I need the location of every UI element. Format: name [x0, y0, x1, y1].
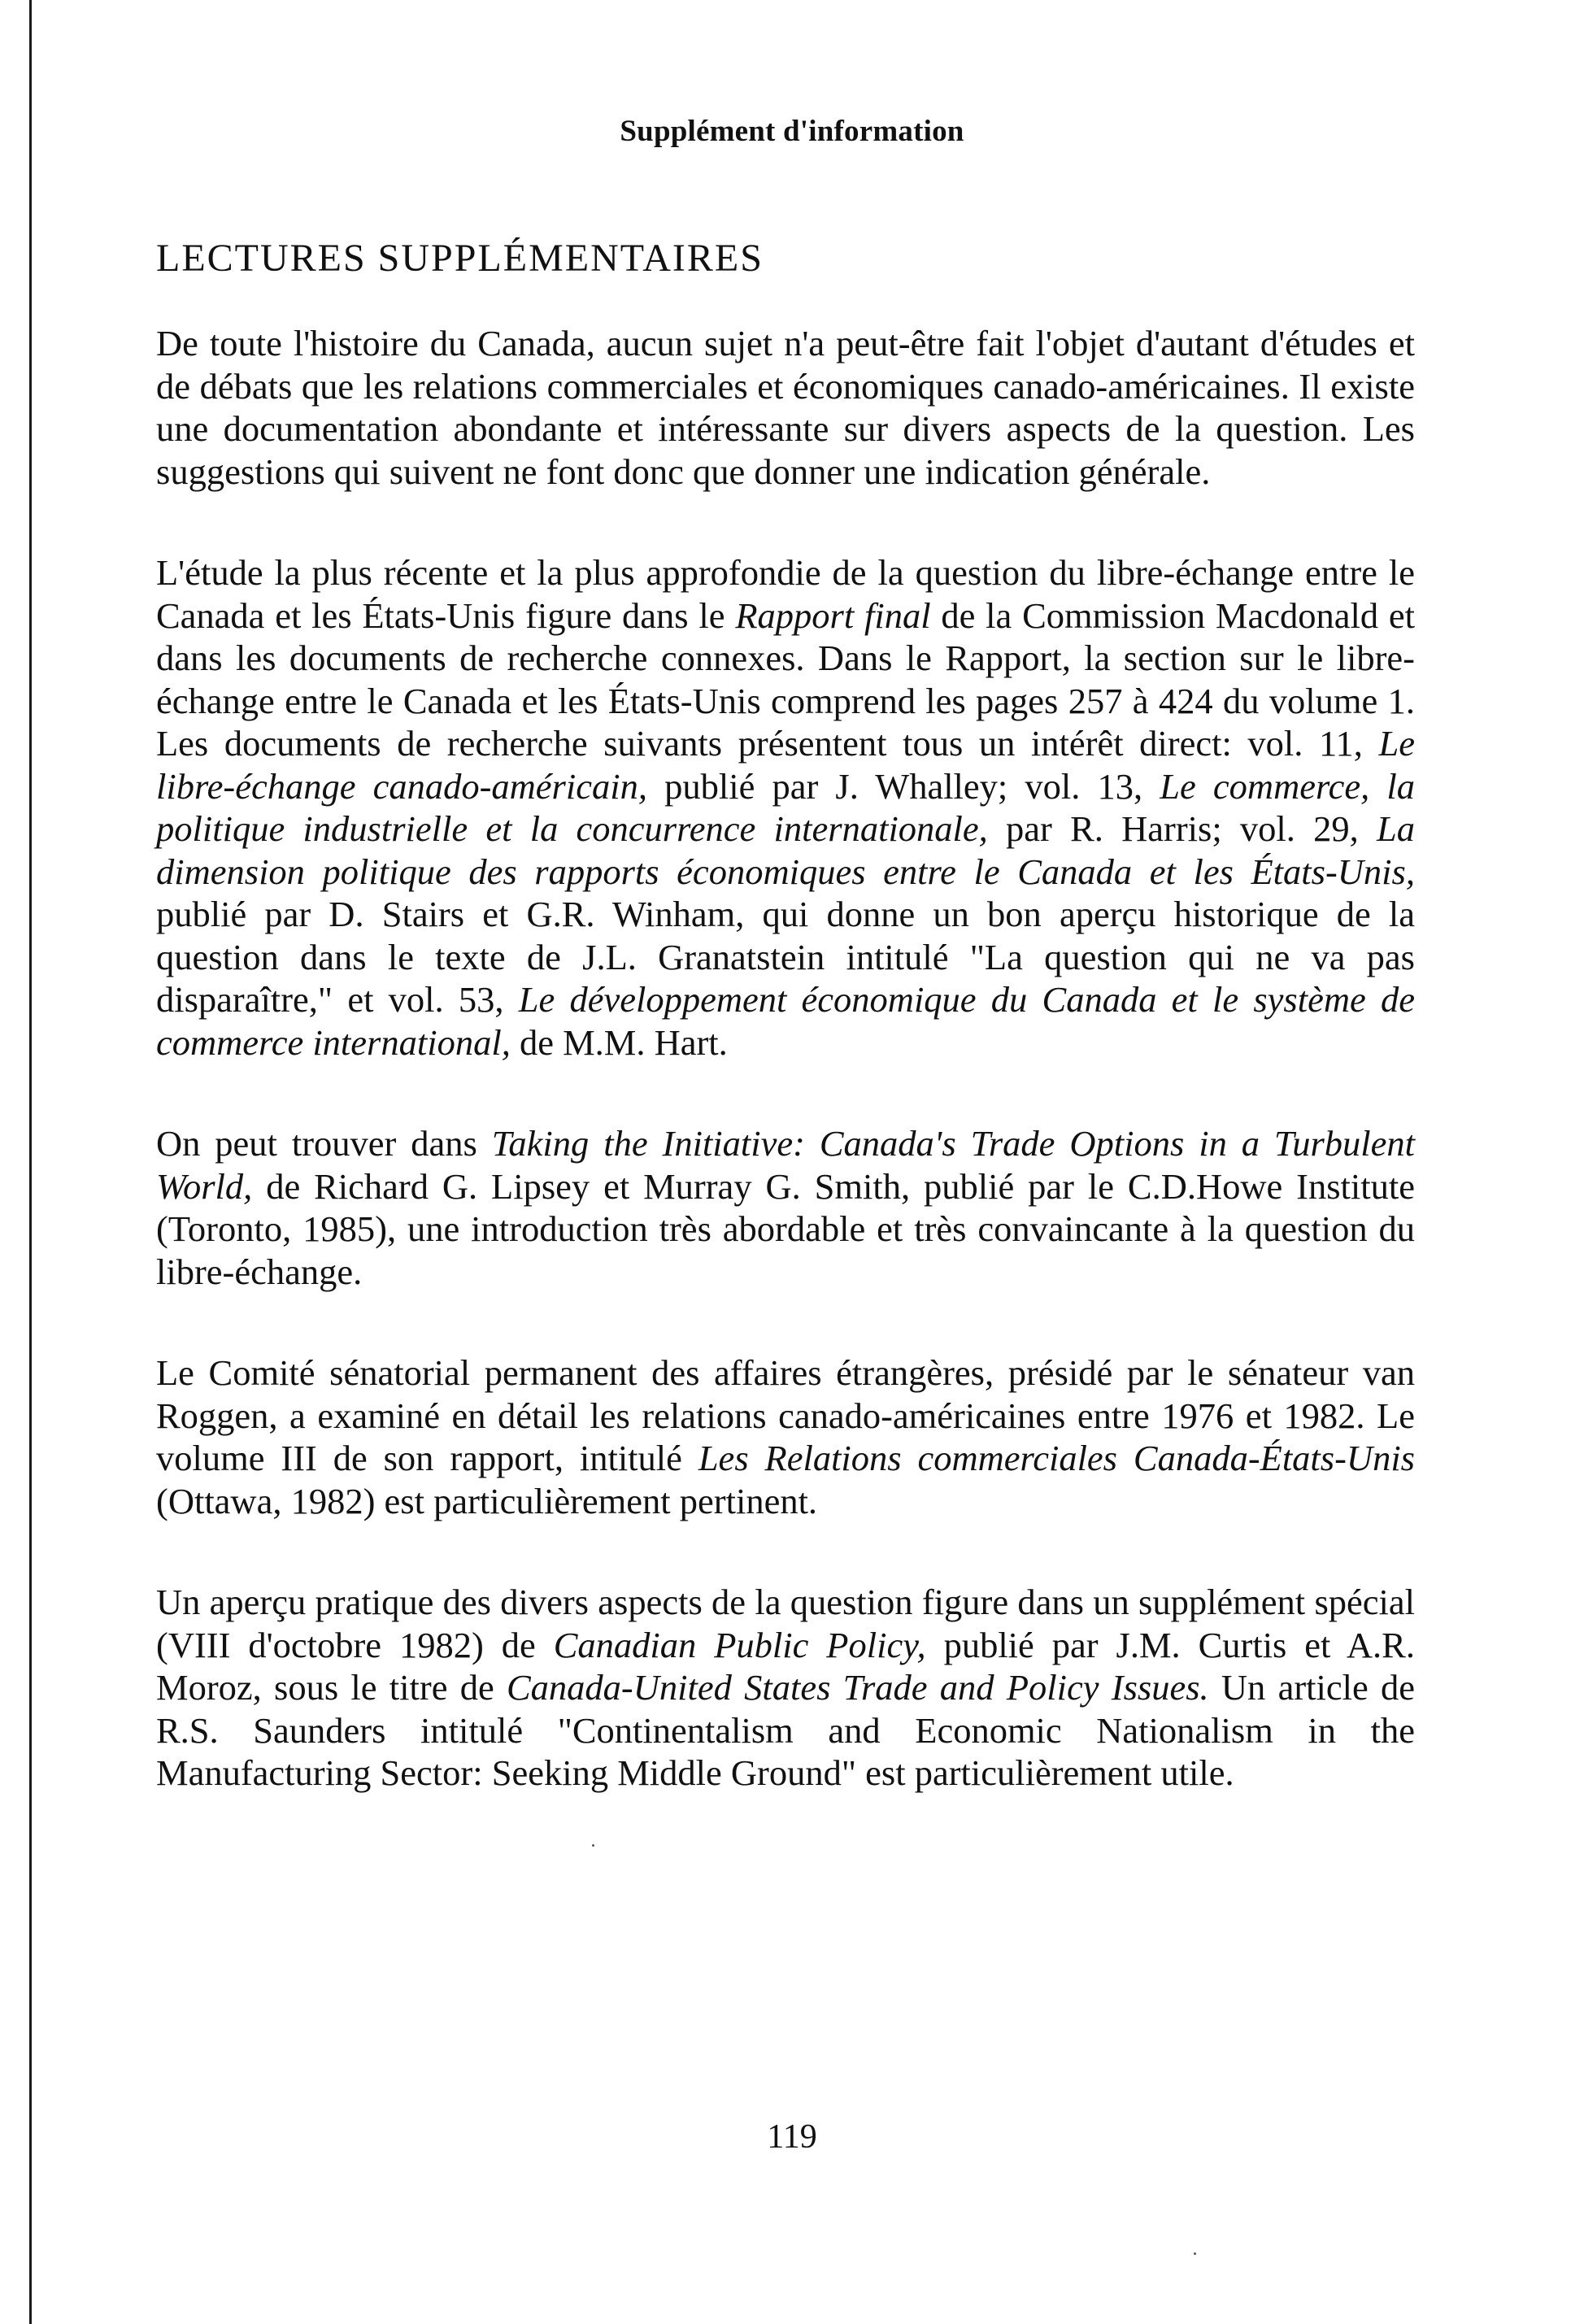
- title-rapport-final: Rapport final: [735, 594, 931, 636]
- paragraph-intro: De toute l'histoire du Canada, aucun sujet n'a peut-être fait l'objet d'autant d'études et de débats que les relations commerciales et économiques canado-américaines. Il existe une documentation abondante et intéressante sur divers aspects de la question. Les suggestions qui suivent ne font donc que donner une indication générale.: [156, 323, 1415, 492]
- title-canadian-public-policy: Canadian Public Policy,: [553, 1624, 926, 1665]
- text-run: Le Comité sénatorial permanent des affaires étrangères, présidé par le sénateur van Roggen, a examiné en détail les relations canado-américaines entre 1976 et 1982. Le volume III de son rapport, intitulé: [156, 1352, 1415, 1478]
- page-left-edge-rule: [29, 0, 32, 2324]
- paragraph-senate-committee: [156, 1351, 1415, 1522]
- text-run: L'étude la plus récente et la plus approfondie de la question du libre-échange entre le Canada et les États-Unis figure dans le: [156, 552, 1415, 636]
- page-number: 119: [767, 2118, 817, 2156]
- running-head: Supplément d'information: [620, 115, 964, 148]
- title-vol-53: Le développement économique du Canada et le système de commerce international,: [156, 979, 1415, 1063]
- text-run: publié par J.M. Curtis et A.R. Moroz, sous le titre de: [156, 1624, 1415, 1708]
- text-run: On peut trouver dans: [156, 1123, 492, 1164]
- title-trade-and-policy-issues: Canada-United States Trade and Policy Issues.: [507, 1667, 1209, 1708]
- title-relations-commerciales: Les Relations commerciales Canada-États-Unis: [698, 1438, 1416, 1478]
- scan-speck: [592, 1844, 594, 1847]
- title-vol-29: La dimension politique des rapports économiques entre le Canada et les États-Unis,: [156, 808, 1415, 892]
- text-run: de Richard G. Lipsey et Murray G. Smith, publié par le C.D.Howe Institute (Toronto, 1985), une introduction très abordable et très convaincante à la question du libre-échange.: [156, 1165, 1415, 1292]
- paragraph-macdonald-commission: [156, 551, 1415, 1064]
- text-run: de M.M. Hart.: [510, 1021, 728, 1063]
- text-run: publié par D. Stairs et G.R. Winham, qui donne un bon aperçu historique de la question dans le texte de J.L. Granatstein intitulé "La question qui ne va pas disparaître," et vol. 53,: [156, 894, 1415, 1020]
- text-run: par R. Harris; vol. 29,: [987, 808, 1377, 849]
- title-taking-the-initiative: Taking the Initiative: Canada's Trade Options in a Turbulent World,: [156, 1123, 1415, 1207]
- text-run: Un article de R.S. Saunders intitulé "Continentalism and Economic Nationalism in the Manufacturing Sector: Seeking Middle Ground" est particulièrement utile.: [156, 1667, 1415, 1793]
- body-text: [156, 322, 1415, 1795]
- section-title: LECTURES SUPPLÉMENTAIRES: [156, 237, 764, 280]
- text-run: (Ottawa, 1982) est particulièrement pertinent.: [156, 1480, 818, 1521]
- text-run: de la Commission Macdonald et dans les documents de recherche connexes. Dans le Rapport, la section sur le libre-échange entre le Canada et les États-Unis comprend les pages 257 à 424 du volume 1. Les documents de recherche suivants présentent tous un intérêt direct: vol. 11,: [156, 594, 1415, 764]
- scan-speck: [1194, 2252, 1196, 2255]
- paragraph-lipsey-smith: [156, 1122, 1415, 1293]
- title-vol-13: Le commerce, la politique industrielle et la concurrence internationale,: [156, 765, 1415, 849]
- paragraph-canadian-public-policy: [156, 1581, 1415, 1795]
- text-run: publié par J. Whalley; vol. 13,: [646, 765, 1160, 807]
- title-vol-11: Le libre-échange canado-américain,: [156, 723, 1415, 807]
- text-run: Un aperçu pratique des divers aspects de la question figure dans un supplément spécial (VIII d'octobre 1982) de: [156, 1582, 1415, 1665]
